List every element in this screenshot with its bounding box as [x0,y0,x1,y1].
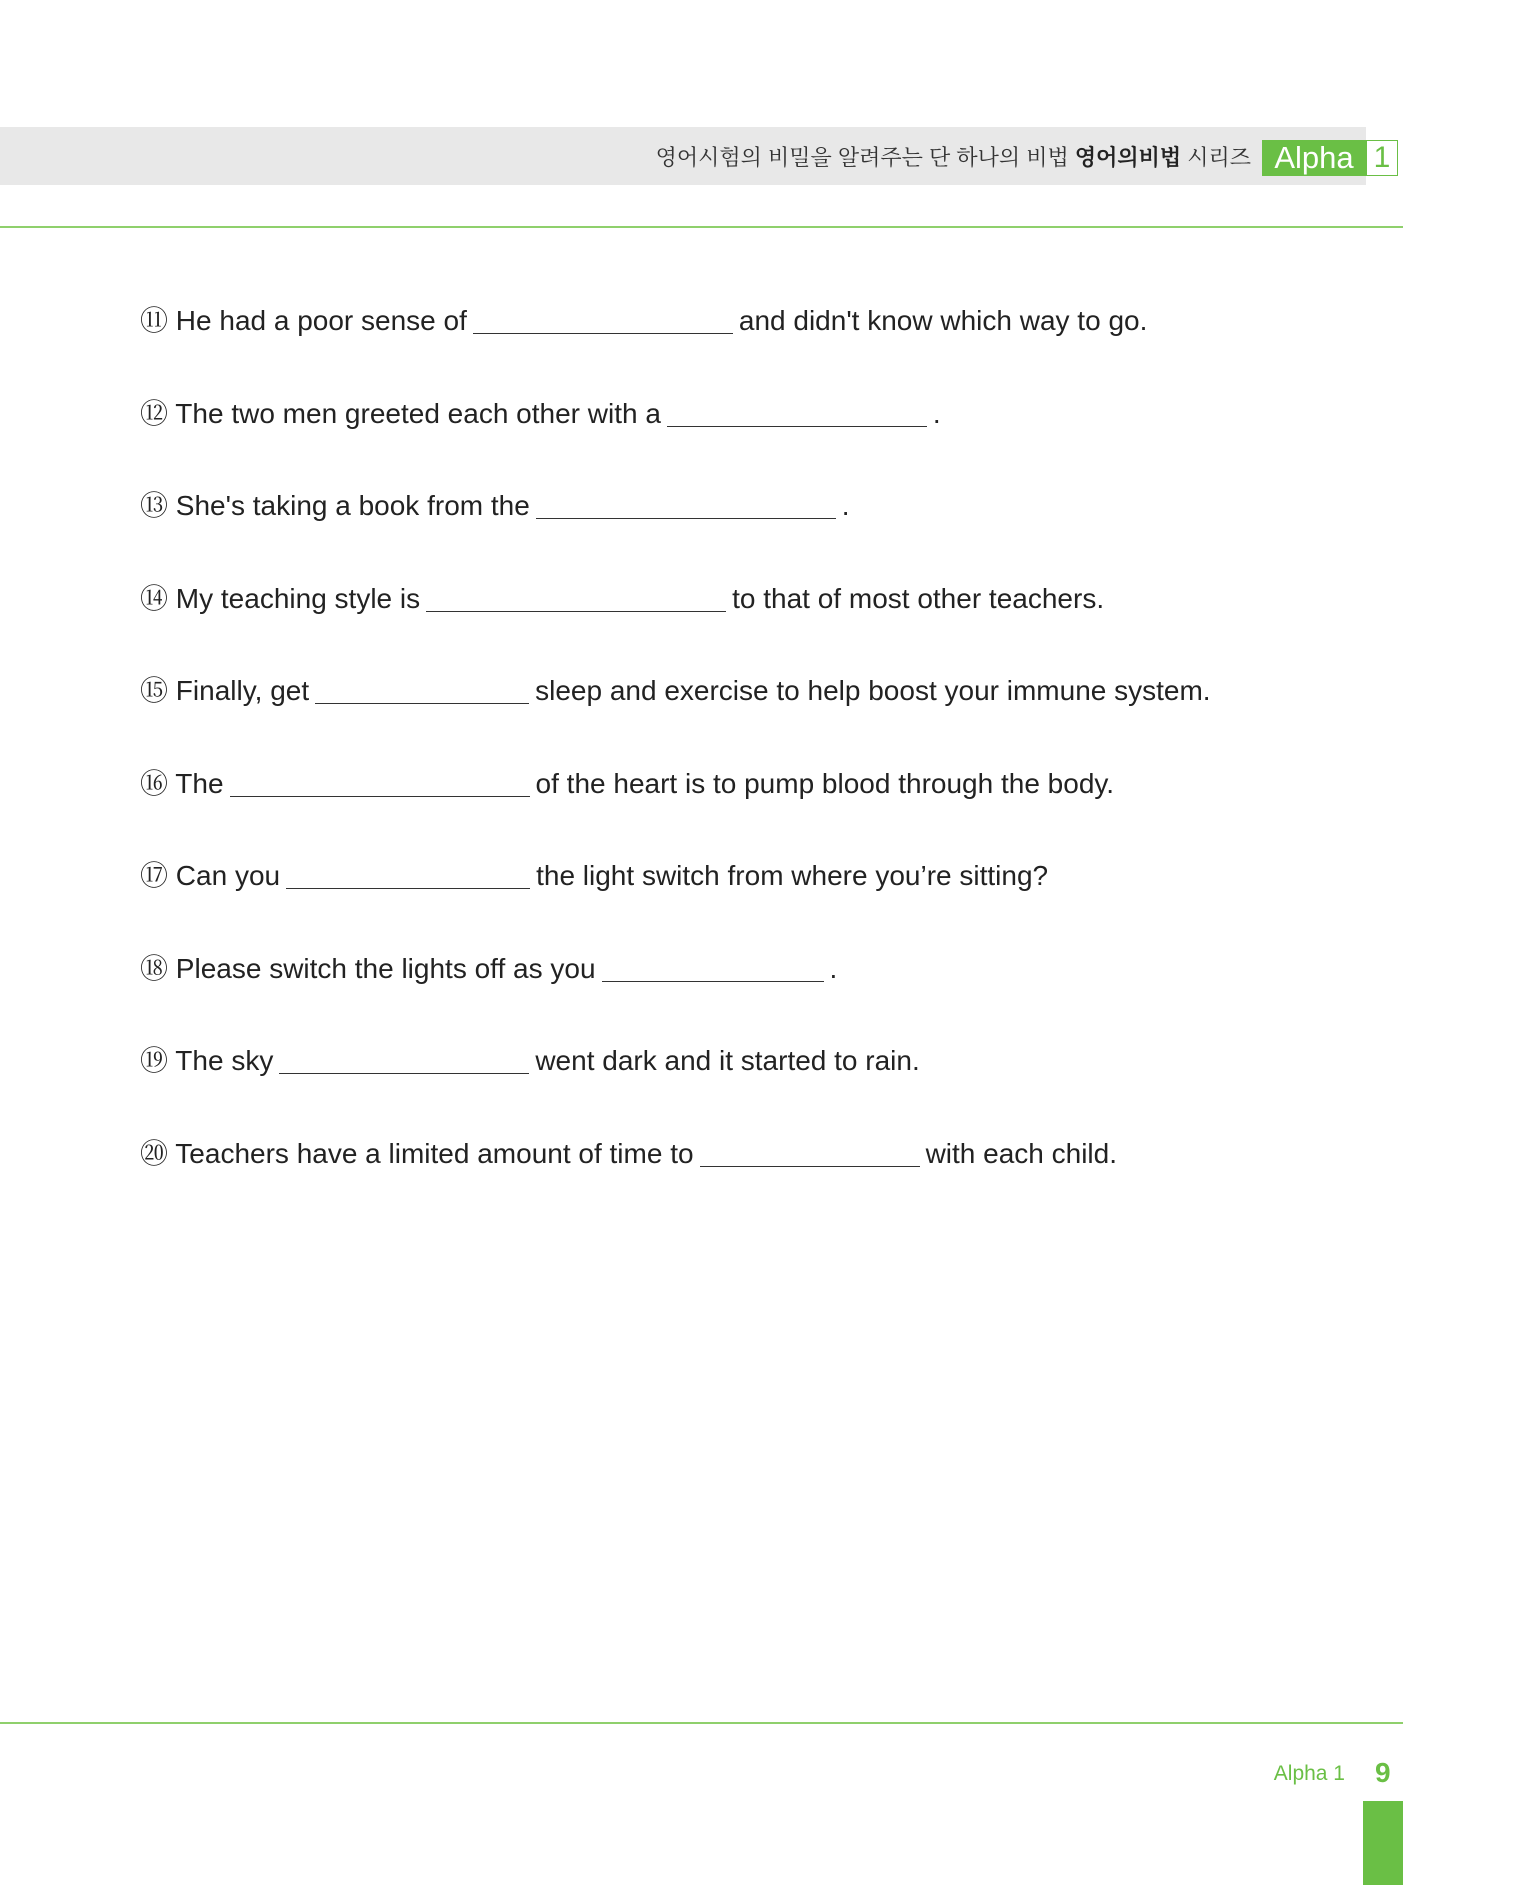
bottom-divider [0,1722,1403,1724]
question-item [140,298,1340,391]
question-text-after: . [841,490,850,521]
answer-blank[interactable] [286,856,530,889]
top-divider [0,226,1403,228]
question-number: ⑲ [140,1045,169,1076]
question-text-after: to that of most other teachers. [732,582,1105,614]
question-text-before: He had a poor sense of [175,305,467,336]
question-number: ⑳ [140,1137,169,1169]
question-text-before: Finally, get [175,675,310,706]
question-item [140,576,1340,669]
question-text-after: . [932,397,941,429]
question-text-after: and didn't know which way to go. [738,305,1148,336]
question-item [140,1131,1340,1224]
answer-blank[interactable] [315,671,529,704]
answer-blank[interactable] [230,764,530,797]
question-item [140,946,1340,1039]
page-number: 9 [1375,1757,1391,1788]
question-number: ⑪ [140,305,169,336]
question-text-after: the light switch from where you’re sitting? [536,860,1049,891]
alpha-number-badge: 1 [1366,140,1398,176]
question-item [140,761,1340,854]
answer-blank[interactable] [426,579,726,612]
question-text-before: The [175,767,224,799]
answer-blank[interactable] [473,301,733,334]
question-number: ⑫ [140,397,169,429]
page-tab [1363,1801,1403,1885]
answer-blank[interactable] [602,949,824,982]
footer-series-label: Alpha 1 [1273,1762,1345,1785]
question-text-before: The sky [175,1045,274,1076]
question-item [140,1038,1340,1131]
question-item [140,668,1340,761]
question-text-before: My teaching style is [175,582,421,614]
answer-blank[interactable] [700,1134,920,1167]
question-number: ⑱ [140,952,169,984]
question-item [140,483,1340,576]
question-text-after: sleep and exercise to help boost your immune system. [535,675,1211,706]
answer-blank[interactable] [536,486,836,519]
question-number: ⑬ [140,490,169,521]
question-list [140,298,1340,1223]
answer-blank[interactable] [279,1041,529,1074]
question-text-before: She's taking a book from the [175,490,530,521]
question-number: ⑭ [140,582,169,614]
question-item [140,853,1340,946]
question-text-before: Can you [175,860,281,891]
question-text-after: . [829,952,838,984]
question-text-before: Please switch the lights off as you [175,952,596,984]
series-title: 영어시험의 비밀을 알려주는 단 하나의 비법 영어의비법 시리즈 [655,145,1251,170]
question-text-before: The two men greeted each other with a [175,397,661,429]
question-number: ⑯ [140,767,169,799]
alpha-badge: Alpha [1262,140,1366,176]
question-number: ⑮ [140,675,169,706]
answer-blank[interactable] [667,394,927,427]
question-text-before: Teachers have a limited amount of time to [175,1137,694,1169]
question-text-after: went dark and it started to rain. [535,1045,920,1076]
question-item [140,391,1340,484]
question-text-after: of the heart is to pump blood through the body. [535,767,1115,799]
question-number: ⑰ [140,860,169,891]
question-text-after: with each child. [925,1137,1117,1169]
